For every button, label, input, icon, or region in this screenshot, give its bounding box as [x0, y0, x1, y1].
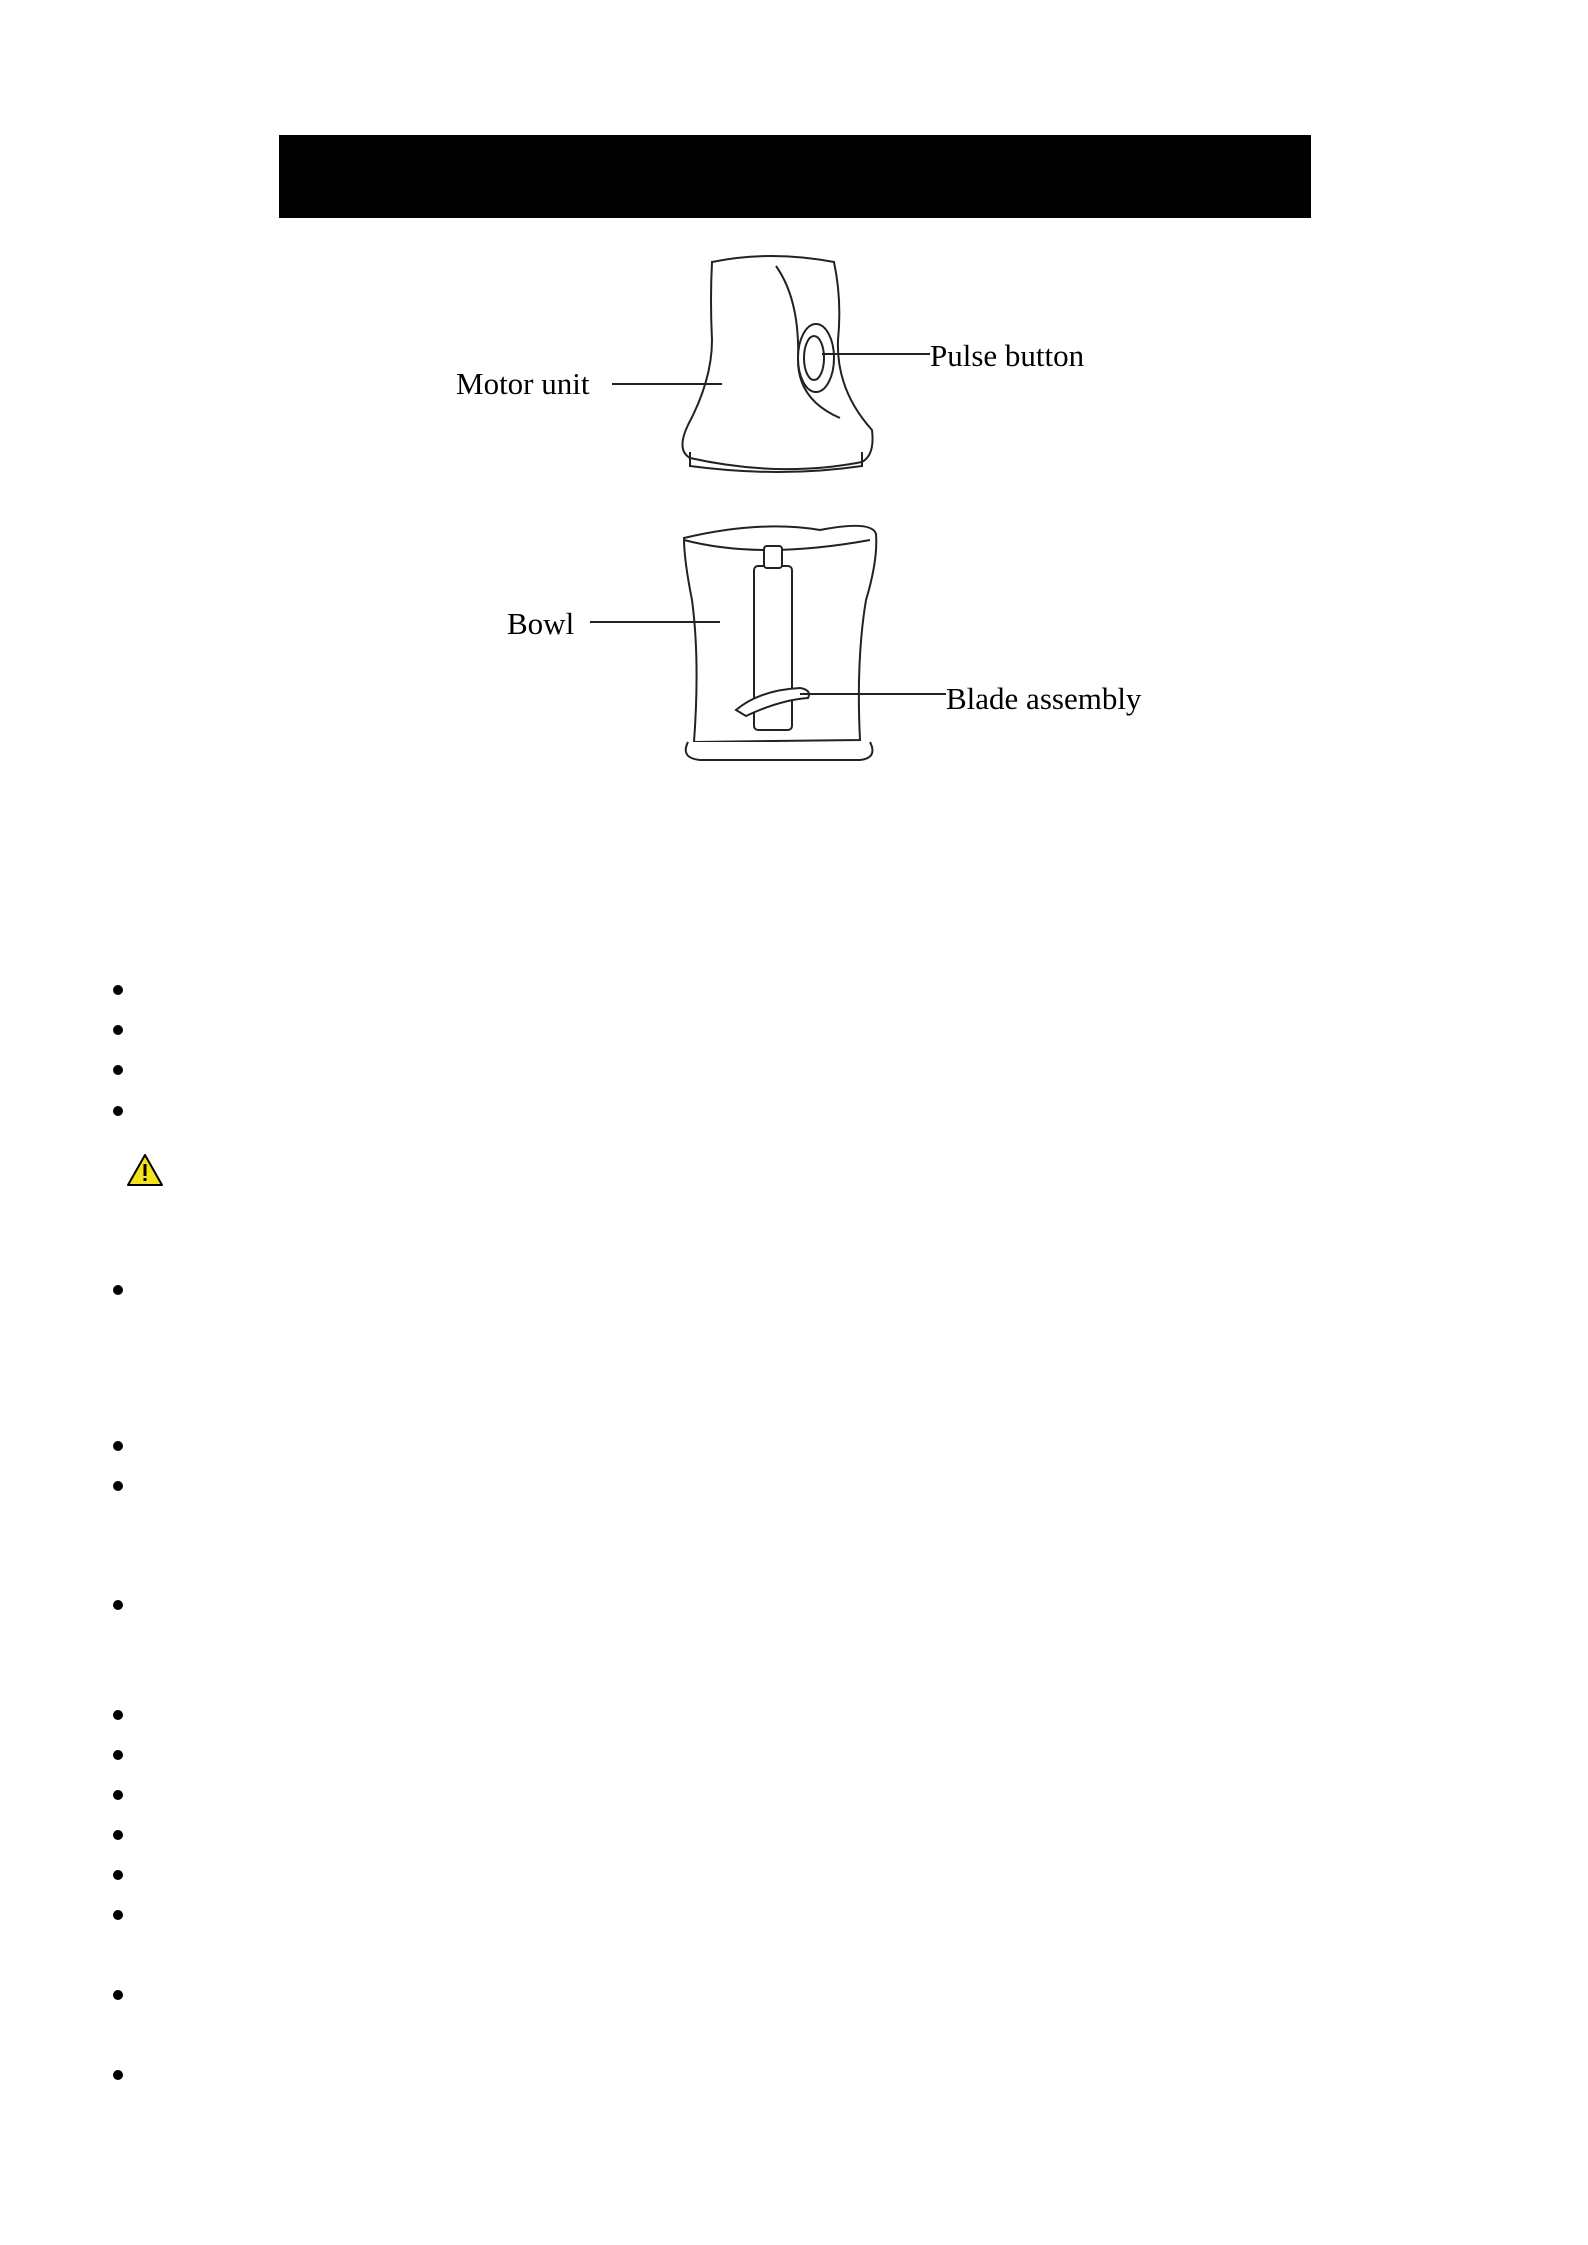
list-bullet: [113, 1065, 123, 1075]
motor-unit-label: Motor unit: [456, 366, 590, 401]
list-bullet: [113, 1481, 123, 1491]
list-bullet: [113, 1790, 123, 1800]
pulse-button-label: Pulse button: [930, 338, 1085, 373]
list-bullet: [113, 1910, 123, 1920]
bowl-label: Bowl: [507, 606, 575, 641]
motor-unit-drawing: [682, 256, 872, 472]
bowl-drawing: [684, 526, 876, 760]
appliance-diagram: [0, 0, 1588, 800]
list-bullet: [113, 1710, 123, 1720]
list-bullet: [113, 1441, 123, 1451]
list-bullet: [113, 985, 123, 995]
list-bullet: [113, 1600, 123, 1610]
blade-assembly-label: Blade assembly: [946, 681, 1142, 716]
list-bullet: [113, 1285, 123, 1295]
list-bullet: [113, 1750, 123, 1760]
list-bullet: [113, 1990, 123, 2000]
list-bullet: [113, 1870, 123, 1880]
list-bullet: [113, 1830, 123, 1840]
list-bullet: [113, 2070, 123, 2080]
warning-triangle-icon: [126, 1153, 164, 1187]
list-bullet: [113, 1106, 123, 1116]
list-bullet: [113, 1025, 123, 1035]
